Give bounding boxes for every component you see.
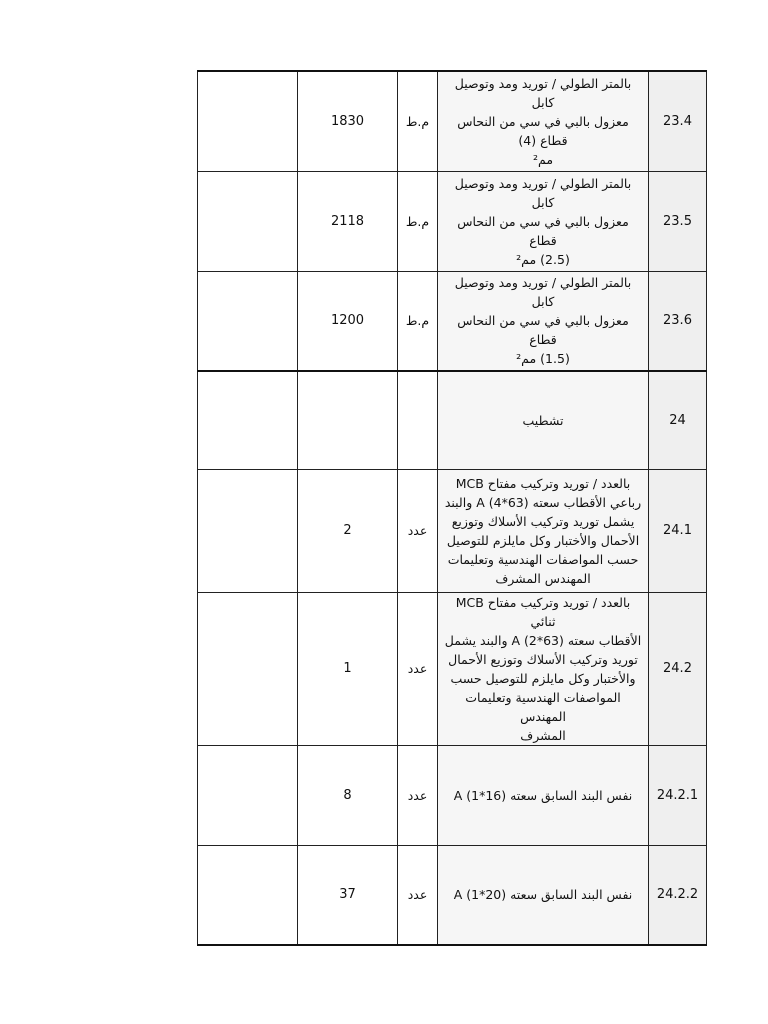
item-number: 24.2.1 (649, 745, 707, 845)
item-price (198, 592, 298, 745)
item-description-text: بالعدد / توريد وتركيب مفتاح MCB ثنائي الأقطاب سعته (63*2) A والبند يشمل توريد وتركيب الأسلاك وتوزيع الأحمال والأختبار وكل مايلزم للتوصيل حسب المواصفات الهندسية وتعليمات المهندس المشرف (444, 594, 642, 743)
table-row (198, 271, 707, 371)
item-unit: م.ط (398, 171, 438, 271)
item-unit: عدد (398, 592, 438, 745)
item-description-text: بالمتر الطولي / توريد ومد وتوصيل كابل معزول بالبي في سي من النحاس قطاع (2.5) مم² (454, 175, 632, 267)
item-description-text: بالمتر الطولي / توريد ومد وتوصيل كابل معزول بالبي في سي من النحاس قطاع (4) مم² (454, 75, 632, 167)
item-price (198, 371, 298, 469)
item-unit (398, 371, 438, 469)
item-price (198, 469, 298, 592)
table-row (198, 469, 707, 592)
item-number: 23.6 (649, 271, 707, 371)
item-unit: عدد (398, 745, 438, 845)
item-price (198, 71, 298, 171)
table-row (198, 171, 707, 271)
item-unit: م.ط (398, 71, 438, 171)
item-number: 24.2 (649, 592, 707, 745)
item-quantity: 1830 (298, 71, 398, 171)
item-quantity: 8 (298, 745, 398, 845)
item-quantity (298, 371, 398, 469)
item-description-text: بالعدد / توريد وتركيب مفتاح MCB رباعي الأقطاب سعته (63*4) A والبند يشمل توريد وتركيب الأسلاك وتوزيع الأحمال والأختبار وكل مايلزم للتوصيل حسب المواصفات الهندسية وتعليمات المهندس المشرف (444, 475, 642, 586)
item-unit: م.ط (398, 271, 438, 371)
item-quantity: 37 (298, 845, 398, 945)
item-description (438, 592, 649, 745)
item-description (438, 171, 649, 271)
item-price (198, 845, 298, 945)
item-description-text: نفس البند السابق سعته (20*1) A (453, 887, 633, 903)
item-description (438, 845, 649, 945)
item-price (198, 171, 298, 271)
bill-of-quantities-table (197, 70, 707, 946)
item-price (198, 745, 298, 845)
item-number: 23.5 (649, 171, 707, 271)
table-row (198, 745, 707, 845)
table-row (198, 592, 707, 745)
item-description-text: تشطيب (522, 412, 564, 428)
item-quantity: 1 (298, 592, 398, 745)
item-number: 23.4 (649, 71, 707, 171)
item-description-text: بالمتر الطولي / توريد ومد وتوصيل كابل معزول بالبي في سي من النحاس قطاع (1.5) مم² (454, 275, 632, 367)
item-quantity: 2 (298, 469, 398, 592)
item-description (438, 271, 649, 371)
item-quantity: 1200 (298, 271, 398, 371)
table-row (198, 371, 707, 469)
item-description (438, 745, 649, 845)
item-quantity: 2118 (298, 171, 398, 271)
item-description (438, 371, 649, 469)
table-row (198, 845, 707, 945)
item-description-text: نفس البند السابق سعته (16*1) A (453, 787, 633, 803)
table-row (198, 71, 707, 171)
item-unit: عدد (398, 845, 438, 945)
item-number: 24.1 (649, 469, 707, 592)
item-unit: عدد (398, 469, 438, 592)
item-number: 24 (649, 371, 707, 469)
item-number: 24.2.2 (649, 845, 707, 945)
item-description (438, 469, 649, 592)
item-description (438, 71, 649, 171)
item-price (198, 271, 298, 371)
